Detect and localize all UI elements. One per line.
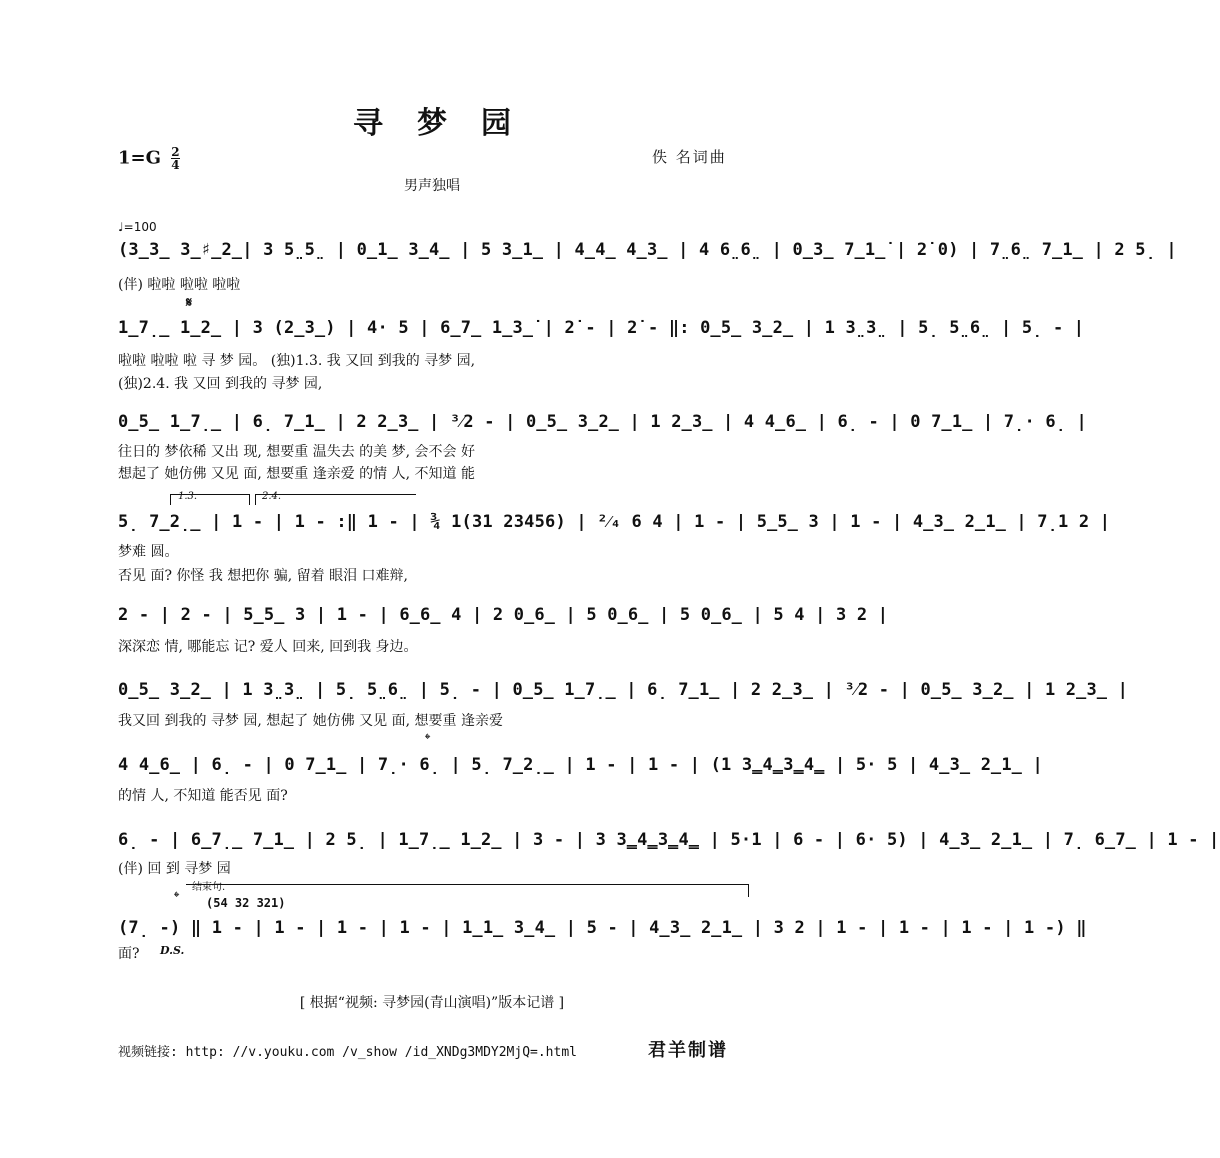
lyric-line-3b: 想起了 她仿佛 又见 面, 想要重 逢亲爱 的情 人, 不知道 能	[118, 466, 475, 482]
dal-segno-mark: D.S.	[160, 944, 185, 957]
lyric-line-3a: 往日的 梦依稀 又出 现, 想要重 温失去 的美 梦, 会不会 好	[118, 444, 475, 460]
tempo-marking: ♩=100	[118, 220, 157, 234]
staff-line-7: 4 4̲6̲ | 6̣ - | 0 7̲1̲ | 7̣· 6̣ | 5̣ 7̲2̣̲ | 1 - | 1 - | (1 3̳4̳3̳4̳ | 5· 5 | 4̲3̲ 2̲1̲ |	[118, 755, 1043, 775]
lyric-line-7: 的情 人, 不知道 能否见 面?	[118, 788, 288, 804]
song-title: 寻梦园	[353, 106, 545, 141]
lyric-line-9: 面?	[118, 946, 140, 962]
staff-line-6: 0̲5̲ 3̲2̲ | 1 3̤3̤ | 5̣ 5̤6̤ | 5̣ - | 0̲5̲ 1̲7̣̲ | 6̣ 7̲1̲ | 2 2̲3̲ | ³⁄2 - | 0̲5̲ 3̲2̲ | 1 2̲3̲ |	[118, 680, 1129, 700]
composer-credit: 佚 名词曲	[652, 148, 727, 166]
time-signature	[171, 146, 179, 171]
staff-line-8: 6̣ - | 6̲7̣̲ 7̲1̲ | 2 5̣ | 1̲7̣̲ 1̲2̲ | 3 - | 3 3̳4̳3̳4̳ | 5·1 | 6 - | 6· 5) | 4̲3̲ 2̲1̲ | 7̣ 6̲7̲ | 1 - |	[118, 830, 1220, 850]
segno-icon: 𝄋	[186, 295, 193, 311]
lyric-line-4a: 梦难 圆。	[118, 544, 179, 560]
lyric-line-5: 深深恋 情, 哪能忘 记? 爱人 回来, 回到我 身边。	[118, 639, 418, 655]
volta-first-bracket	[170, 494, 250, 505]
transcriber-stamp: 君羊制谱	[648, 1040, 728, 1061]
volta-first: 1.3.	[178, 491, 198, 502]
lyric-line-8: (伴) 回 到 寻梦 园	[118, 861, 231, 877]
lyric-line-4b: 否见 面? 你怪 我 想把你 骗, 留着 眼泪 口难辩,	[118, 568, 409, 584]
key-signature	[118, 146, 180, 171]
volta-second: 2.4.	[262, 491, 282, 502]
time-top: 2	[171, 145, 180, 159]
staff-line-5: 2 - | 2 - | 5̲5̲ 3 | 1 - | 6̲6̲ 4 | 2 0̲6̲ | 5 0̲6̲ | 5 0̲6̲ | 5 4 | 3 2 |	[118, 605, 889, 625]
staff-line-9: (7̣ -) ‖ 1 - | 1 - | 1 - | 1 - | 1̲1̲ 3̲4̲ | 5 - | 4̲3̲ 2̲1̲ | 3 2 | 1 - | 1 - | 1 - | 1 -) ‖	[118, 918, 1087, 938]
staff-line-2: 1̲7̣̲ 1̲2̲ | 3 (2̲3̲) | 4· 5 | 6̲7̲ 1̲3̲̇ | 2̇ - | 2̇ - ‖: 0̲5̲ 3̲2̲ | 1 3̤3̤ | 5̣ 5̤6̤ | 5̣ - |	[118, 318, 1085, 338]
video-link[interactable]: 视频链接: http: //v.youku.com /v_show /id_XNDg3MDY2MjQ=.html	[118, 1045, 577, 1060]
lyric-line-2a: 啦啦 啦啦 啦 寻 梦 园。 (独)1.3. 我 又回 到我的 寻梦 园,	[118, 353, 476, 369]
source-note: [ 根据“视频: 寻梦园(青山演唱)”版本记谱 ]	[299, 995, 565, 1011]
coda-icon: 𝄌	[425, 730, 431, 748]
lyric-line-1: (伴) 啦啦 啦啦 啦啦	[118, 277, 241, 293]
performance-note: 男声独唱	[404, 178, 460, 194]
staff-line-3: 0̲5̲ 1̲7̣̲ | 6̣ 7̲1̲ | 2 2̲3̲ | ³⁄2 - | 0̲5̲ 3̲2̲ | 1 2̲3̲ | 4 4̲6̲ | 6̣ - | 0 7̲1̲ | 7̣· 6̣ |	[118, 412, 1087, 432]
lyric-line-2b: (独)2.4. 我 又回 到我的 寻梦 园,	[118, 376, 323, 392]
staff-line-4: 5̣ 7̲2̣̲ | 1 - | 1 - :‖ 1 - | ¾ 1(31 23456) | ²⁄₄ 6 4 | 1 - | 5̲5̲ 3 | 1 - | 4̲3̲ 2̲1̲ | 7̣1 2 |	[118, 512, 1111, 532]
coda-icon-ending: 𝄌	[174, 888, 180, 906]
time-bottom: 4	[171, 158, 180, 172]
key-label: 1=G	[118, 147, 161, 169]
lyric-line-6: 我又回 到我的 寻梦 园, 想起了 她仿佛 又见 面, 想要重 逢亲爱	[118, 713, 503, 729]
grace-notes: (54 32 321)	[206, 896, 286, 910]
ending-label: 结束句.	[192, 882, 226, 893]
staff-line-1: (3̲3̲ 3̲♯̲2̲| 3 5̤5̤ | 0̲1̲ 3̲4̲ | 5 3̲1̲ | 4̲4̲ 4̲3̲ | 4 6̤6̤ | 0̲3̲ 7̲1̲̇ | 2̇ 0) | 7̤6̤ 7̲1̲ | 2 5̣ |	[118, 240, 1177, 260]
volta-second-bracket	[255, 494, 416, 505]
